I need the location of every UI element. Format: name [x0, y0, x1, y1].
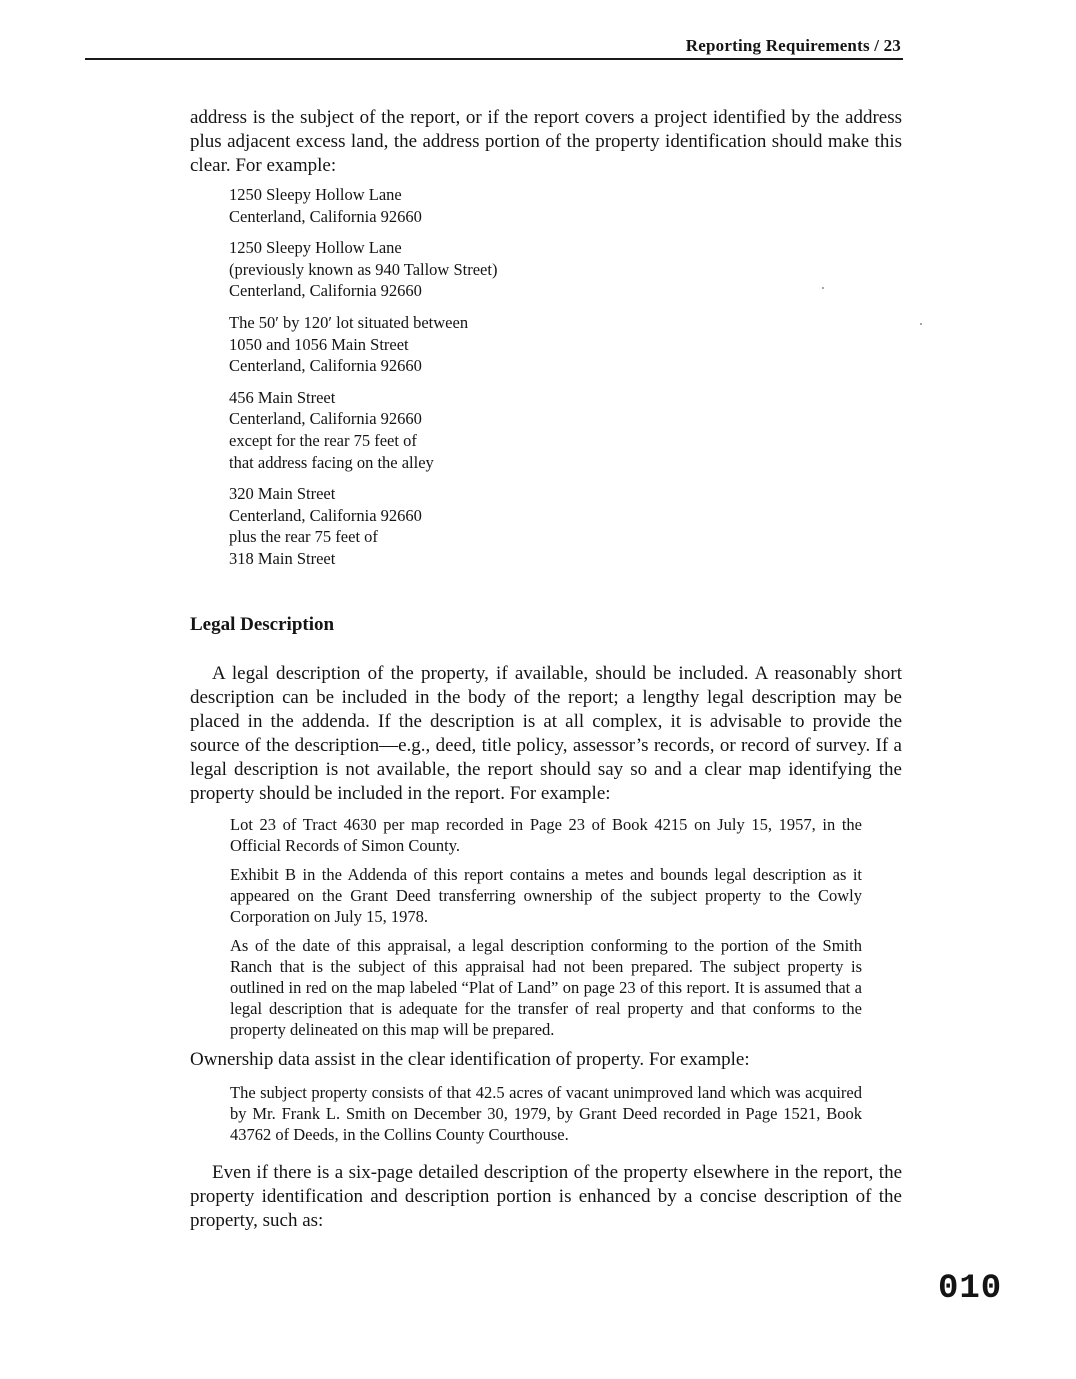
address-line: that address facing on the alley — [229, 452, 434, 472]
address-line: (previously known as 940 Tallow Street) — [229, 259, 498, 279]
address-example — [229, 312, 902, 377]
address-line: Centerland, California 92660 — [229, 505, 422, 525]
address-line: 320 Main Street — [229, 484, 336, 504]
ownership-paragraph: Ownership data assist in the clear identification of property. For example: — [190, 1048, 750, 1070]
page-body — [190, 106, 902, 1233]
address-line: 1250 Sleepy Hollow Lane — [229, 185, 402, 204]
address-line: 1250 Sleepy Hollow Lane — [229, 238, 402, 258]
address-example — [229, 184, 902, 227]
scan-speck — [920, 323, 922, 325]
address-line: The 50′ by 120′ lot situated between — [229, 312, 469, 332]
address-line: except for the rear 75 feet of — [229, 430, 417, 450]
address-line: 1050 and 1056 Main Street — [229, 334, 409, 354]
address-line: Centerland, California 92660 — [229, 281, 422, 301]
ownership-example: The subject property consists of that 42.5 acres of vacant unimproved land which was acquired by Mr. Frank L. Smith on December 30, 1979, by Grant Deed recorded in Page 1521, Book 43762 of Deeds, in the Collins County Courthouse. — [230, 1082, 862, 1144]
legal-example: Lot 23 of Tract 4630 per map recorded in Page 23 of Book 4215 on July 15, 1957, in the Official Records of Simon County. — [230, 814, 862, 855]
closing-paragraph: Even if there is a six-page detailed description of the property elsewhere in the report, the property identification and description portion is enhanced by a concise description of the property, such as: — [190, 1161, 902, 1231]
address-line: Centerland, California 92660 — [229, 409, 422, 429]
section-heading: Legal Description — [190, 613, 335, 635]
intro-paragraph: address is the subject of the report, or if the report covers a project identified by the address plus adjacent excess land, the address portion of the property identification should make this clear. For example: — [190, 107, 902, 176]
address-line: Centerland, California 92660 — [229, 206, 422, 226]
address-line: plus the rear 75 feet of — [229, 527, 378, 547]
address-line: 456 Main Street — [229, 387, 336, 407]
address-example — [229, 237, 902, 302]
running-head-text: Reporting Requirements / 23 — [685, 36, 901, 55]
running-header — [85, 34, 903, 60]
address-line: Centerland, California 92660 — [229, 356, 422, 376]
legal-example: Exhibit B in the Addenda of this report contains a metes and bounds legal description as it appeared on the Grant Deed transferring ownership of the subject property to the Cowly Corporation on July 15, 1978. — [230, 864, 862, 926]
address-line: 318 Main Street — [229, 548, 336, 568]
legal-examples — [230, 814, 862, 1040]
address-examples — [229, 184, 902, 570]
address-example — [229, 387, 902, 473]
address-example — [229, 483, 902, 569]
legal-description-paragraph: A legal description of the property, if available, should be included. A reasonably short description can be included in the body of the report; a lengthy legal description may be placed in the addenda. If the description is at all complex, it is advisable to provide the source of the description—e.g., deed, title policy, assessor’s records, or record of survey. If a legal description is not available, the report should say so and a clear map identifying the property should be included in the report. For example: — [190, 662, 902, 804]
scan-speck — [822, 287, 824, 289]
page-stamp: 010 — [938, 1270, 1003, 1308]
legal-example: As of the date of this appraisal, a legal description conforming to the portion of the Smith Ranch that is the subject of this appraisal had not been prepared. The subject property is outlined in red on the map labeled “Plat of Land” on page 23 of this report. It is assumed that a legal description that is adequate for the transfer of real property and that conforms to the property delineated on this map will be prepared. — [230, 935, 862, 1039]
